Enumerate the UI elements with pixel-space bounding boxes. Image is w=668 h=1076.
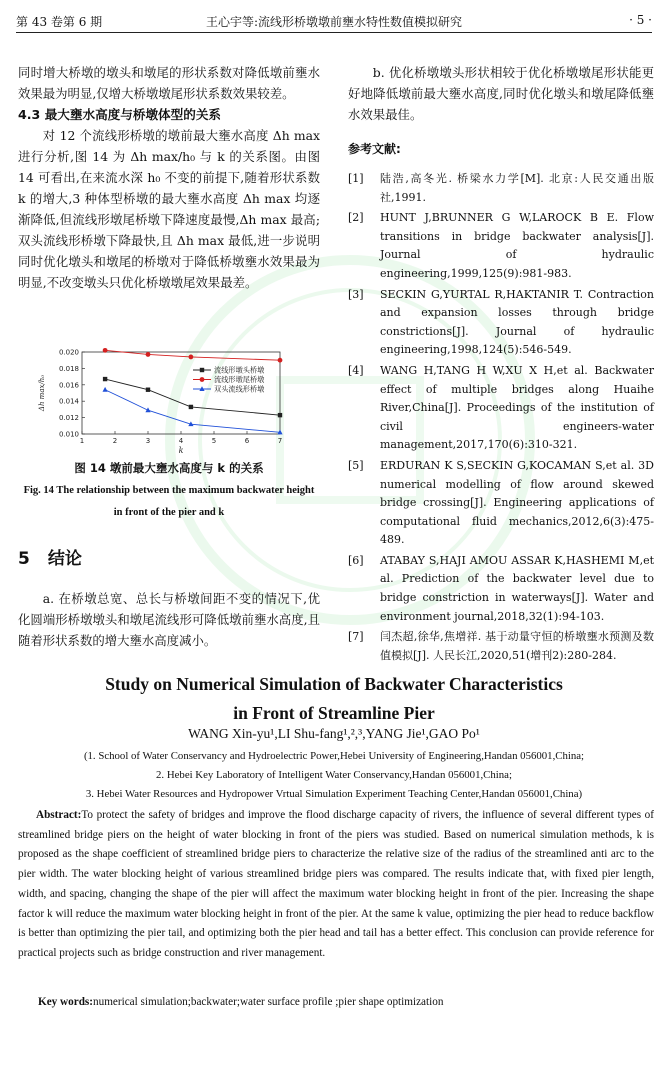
paragraph-analysis: 对 12 个流线形桥墩的墩前最大壅水高度 Δh max 进行分析,图 14 为 Δh max/h₀ 与 k 的关系图。由图 14 可看出,在来流水深 h₀ 不变的前提下,随着形状系数 k 的增大,3 种体型桥墩的最大壅水高度 Δh max 均逐渐降低,但流线形墩尾桥墩下降速度最慢,Δh max 最高;双头流线形桥墩下降最快,且 Δh max 最低,进一步说明同时优化墩头和墩尾的桥墩对于降低桥墩壅水效果最为明显,不改变墩头只优化桥墩墩尾效果最差。 (18, 128, 320, 290)
x-axis-label: k (178, 446, 184, 455)
reference-item (348, 170, 654, 207)
references-title: 参考文献: (348, 142, 401, 156)
abstract-text: To protect the safety of bridges and improve the flood discharge capacity of rivers, the influence of several different types of streamlined bridge piers on the height of water blocking in front of the piers was studied. Based on numerical simulation methods, k is proposed as the shape coefficient of streamlined bridge piers to characterize the relative size of the radius of the streamlined anti arc to the pier width. The water blocking height of various streamlined bridge piers was compared. The results indicate that, with fixed pier length, width, and spacing, changing the shape of the pier will affect the maximum water blocking height in front of the pier. Increasing the shape factor k will reduce the maximum water blocking height in front of the pier. At the same k value, optimizing the pier head to reduce backflow is better than optimizing the pier tail, and optimizing both the pier head and tail has a better effect. This conclusion can provide reference for practical projects such as bridge construction and river management. (18, 809, 654, 959)
reference-item (348, 552, 654, 626)
running-title: 王心宇等:流线形桥墩墩前壅水特性数值模拟研究 (205, 15, 463, 29)
english-abstract (18, 806, 654, 964)
reference-number: [6] (348, 553, 364, 567)
y-axis-label: Δh max/h₀ (38, 374, 46, 412)
english-title (18, 670, 650, 728)
reference-item (348, 286, 654, 360)
conclusion-b: b. 优化桥墩墩头形状相较于优化桥墩墩尾形状能更好地降低墩前最大壅水高度,同时优化墩头和墩尾降低壅水效果最佳。 (348, 65, 654, 122)
section-5-title: 结论 (47, 549, 82, 569)
reference-item (348, 209, 654, 283)
x-tick-label: 5 (211, 437, 217, 445)
reference-text: ATABAY S,HAJI AMOU ASSAR K,HASHEMI M,et al. Prediction of the backwater level due to bridge constriction in waterways[J]. Water and environment journal,2018,32(1):94-103. (380, 553, 654, 623)
conclusion-a: a. 在桥墩总宽、总长与桥墩间距不变的情况下,优化圆端形桥墩墩头和墩尾流线形可降低墩前壅水高度,且随着形状系数的增大壅水高度减小。 (18, 591, 320, 648)
data-point-1 (146, 388, 150, 392)
data-point-2 (278, 358, 283, 363)
reference-text: SECKIN G,YURTAL R,HAKTANIR T. Contraction and expansion losses through bridge constrictions[J]. Journal of hydraulic engineering,1998,124(5):546-549. (380, 287, 654, 357)
reference-item (348, 628, 654, 665)
legend-marker-1 (200, 368, 204, 372)
reference-number: [2] (348, 211, 364, 225)
affiliation-3: 3. Hebei Water Resources and Hydropower Vrtual Simulation Experiment Teaching Center,Handan 056001,China) (85, 788, 583, 800)
reference-number: [3] (348, 287, 364, 301)
figure-14-chart (30, 346, 308, 458)
section-5-heading (18, 544, 82, 569)
y-tick-label: 0.016 (58, 381, 79, 390)
x-tick-label: 6 (244, 437, 250, 445)
page-header (16, 10, 652, 33)
reference-text: 闫杰超,徐华,焦增祥. 基于动量守恒的桥墩壅水预测及数值模拟[J]. 人民长江,2020,51(增刊2):280-284. (380, 630, 654, 662)
reference-list (348, 170, 654, 665)
section-4-3-title: 4.3 最大壅水高度与桥墩体型的关系 (18, 107, 222, 122)
left-column (18, 62, 320, 293)
data-point-2 (146, 352, 151, 357)
y-tick-label: 0.014 (58, 397, 79, 406)
keywords-text: numerical simulation;backwater;water surface profile ;pier shape optimization (93, 996, 444, 1008)
reference-text: ERDURAN K S,SECKIN G,KOCAMAN S,et al. 3D numerical modelling of flow around skewed bridge crossing[J]. Engineering applications of computational fluid mechanics,2012,6(3):475-489. (380, 458, 654, 547)
reference-item (348, 362, 654, 455)
figure-caption-zh: 图 14 墩前最大壅水高度与 k 的关系 (74, 461, 264, 475)
page-number: · 5 · (629, 13, 652, 27)
x-tick-label: 1 (79, 437, 85, 445)
reference-number: [4] (348, 363, 364, 377)
x-tick-label: 2 (112, 437, 118, 445)
data-point-3 (103, 387, 108, 392)
figure-caption-en: Fig. 14 The relationship between the maximum backwater height in front of the pier and k (23, 485, 315, 518)
y-tick-label: 0.010 (58, 430, 79, 439)
legend-label-2: 流线形墩尾桥墩 (214, 375, 265, 385)
affiliation-2: 2. Hebei Key Laboratory of Intelligent Water Conservancy,Handan 056001,China; (156, 769, 512, 781)
reference-text: WANG H,TANG H W,XU X H,et al. Backwater effect of multiple bridges along Huaihe River,China[J]. Proceedings of the institution of civil engineers-water management,2017,170(6):310-321. (380, 363, 654, 452)
reference-number: [7] (348, 630, 364, 644)
data-point-1 (189, 405, 193, 409)
reference-number: [5] (348, 458, 364, 472)
data-point-2 (103, 348, 108, 353)
y-tick-label: 0.020 (58, 348, 79, 357)
data-point-2 (189, 355, 194, 360)
keywords-label: Key words: (38, 996, 93, 1008)
right-column (348, 62, 654, 667)
data-point-1 (103, 377, 107, 381)
y-tick-label: 0.012 (58, 414, 79, 423)
reference-text: 陆浩,高冬光. 桥梁水力学[M]. 北京:人民交通出版社,1991. (380, 172, 654, 204)
reference-text: HUNT J,BRUNNER G W,LAROCK B E. Flow transitions in bridge backwater analysis[J]. Journal of hydraulic engineering,1999,125(9):981-983. (380, 211, 654, 280)
section-5-number: 5 (18, 549, 30, 569)
legend-marker-2 (200, 377, 205, 382)
legend-label-3: 双头流线形桥墩 (214, 384, 265, 394)
x-tick-label: 4 (178, 437, 184, 445)
english-authors: WANG Xin-yu¹,LI Shu-fang¹,²,³,YANG Jie¹,GAO Po¹ (188, 726, 480, 741)
affiliation-1: (1. School of Water Conservancy and Hydroelectric Power,Hebei University of Engineering,Handan 056001,China; (83, 750, 585, 762)
english-keywords (38, 996, 654, 1008)
x-tick-label: 3 (145, 437, 151, 445)
paragraph-continued: 同时增大桥墩的墩头和墩尾的形状系数对降低墩前壅水效果最为明显,仅增大桥墩墩尾形状系数效果较差。 (18, 65, 320, 101)
conclusion-a-block (18, 588, 320, 651)
journal-volume: 第 43 卷第 6 期 (16, 15, 103, 29)
data-point-1 (278, 413, 282, 417)
y-tick-label: 0.018 (58, 364, 79, 373)
abstract-label: Abstract: (36, 809, 82, 821)
english-title-line-2: in Front of Streamline Pier (233, 703, 435, 723)
legend-label-1: 流线形墩头桥墩 (214, 365, 265, 375)
x-tick-label: 7 (277, 437, 283, 445)
english-title-line-1: Study on Numerical Simulation of Backwater Characteristics (105, 674, 563, 694)
reference-number: [1] (348, 172, 364, 185)
reference-item (348, 457, 654, 550)
